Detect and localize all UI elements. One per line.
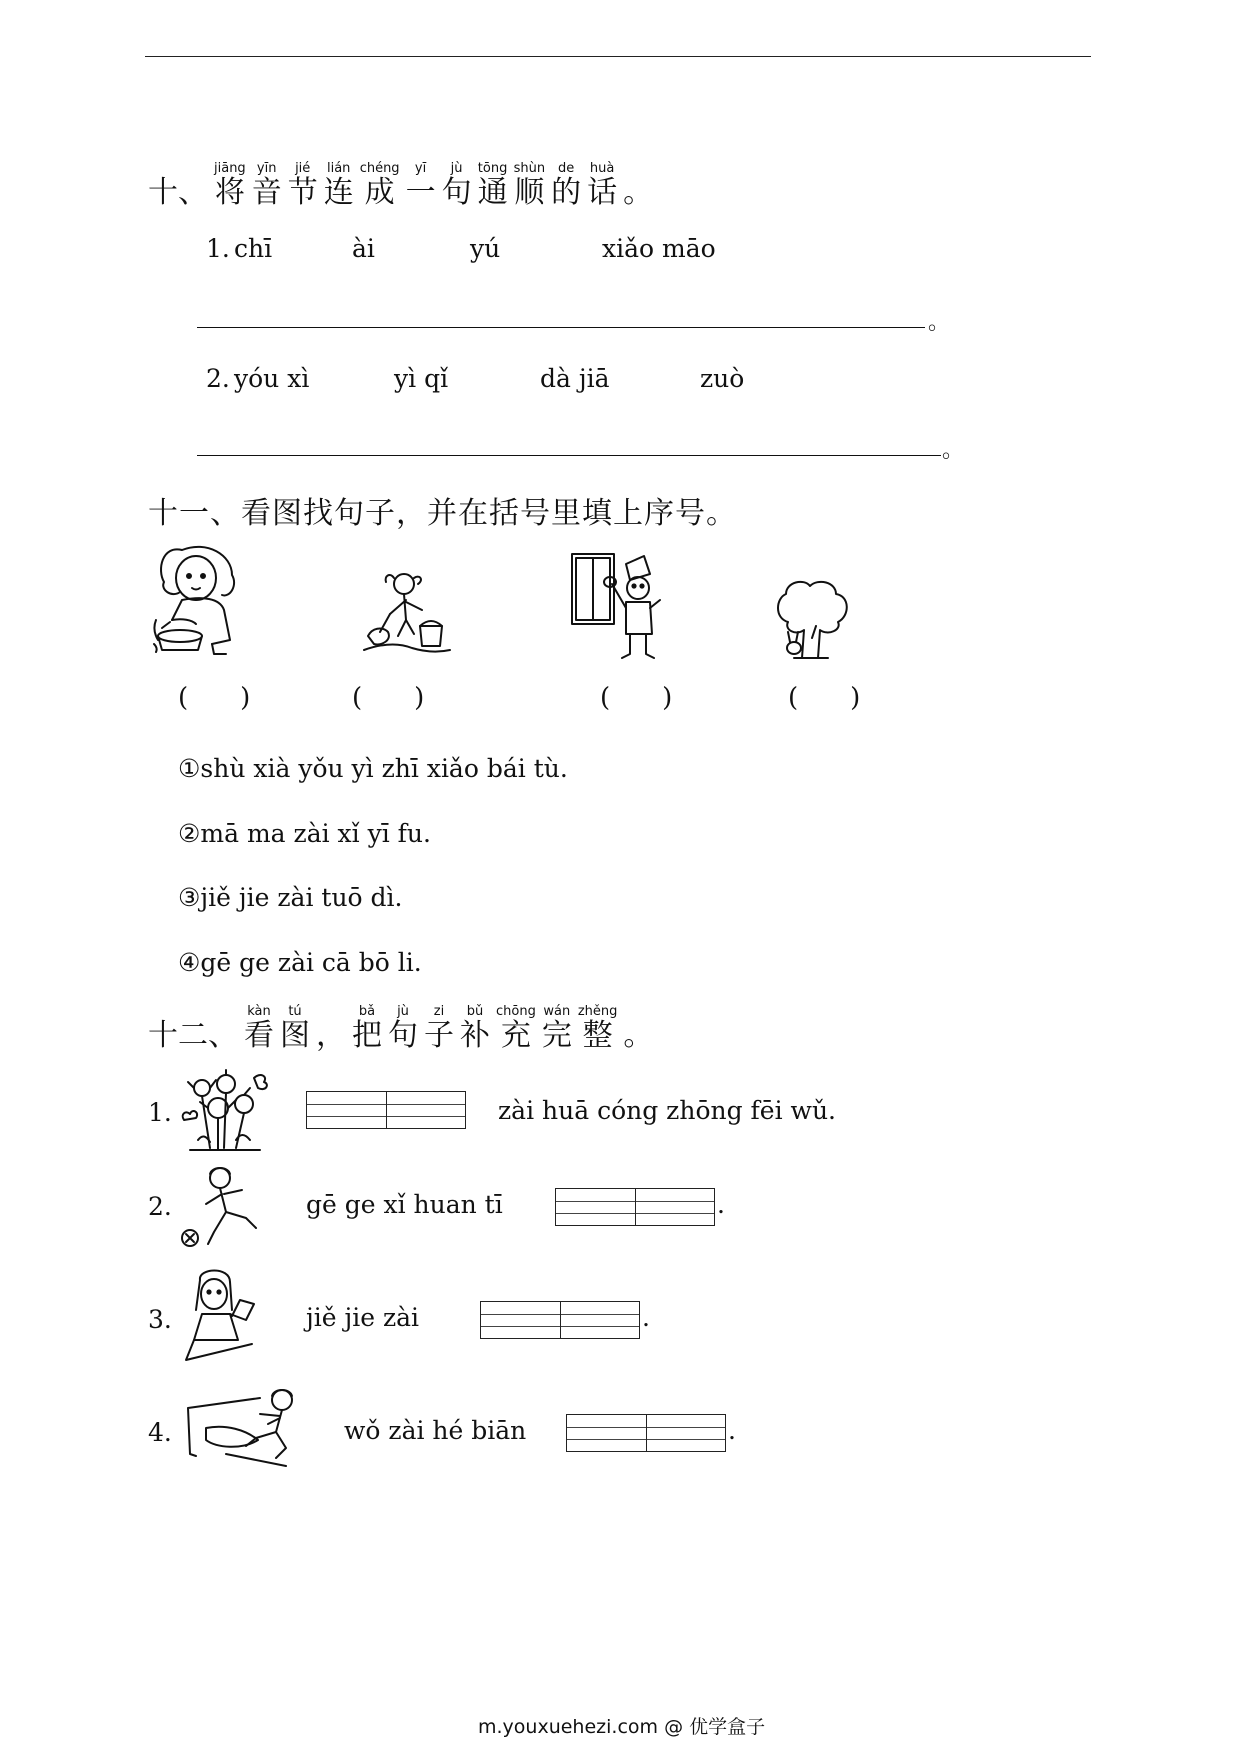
pinyin-annotation: yīn [256,161,277,176]
hanzi-character: 整 [582,1018,613,1053]
answer-paren-1[interactable]: ( ) [178,683,251,713]
hanzi-character: 充 [500,1018,531,1053]
boy-window-picture [568,550,668,665]
pinyin-annotation: chéng [359,161,400,176]
pinyin-annotation: chōng [496,1004,536,1019]
pinyin-annotation: tōng [477,161,508,176]
title-char [280,1005,310,1053]
pinyin-annotation: yī [414,161,427,176]
hanzi-character: 节 [287,175,318,210]
section-10-title [148,162,659,210]
hanzi-character: ， [316,1018,346,1053]
title-char [244,1005,274,1053]
hanzi-character: 一 [405,175,436,210]
title-char [496,1005,536,1053]
title-char [214,162,246,210]
hanzi-character: 把 [352,1018,382,1053]
pinyin-annotation: jù [397,1004,409,1019]
title-char [388,1005,418,1053]
title-char [514,162,546,210]
item-4-text-after: . [728,1416,736,1445]
pinyin-annotation: zi [433,1004,445,1019]
hanzi-character: 补 [460,1018,490,1053]
hanzi-character: 子 [424,1018,454,1053]
hanzi-character: 句 [441,175,472,210]
pinyin-annotation: lián [326,161,351,176]
item-3-text-after: . [642,1303,650,1332]
hanzi-character: 连 [323,175,354,210]
boy-football-picture [178,1164,268,1248]
footer-source: m.youxuehezi.com @ 优学盒子 [478,1716,766,1738]
girl-reading-picture [182,1270,272,1362]
option-4: ④gē ge zài cā bō li. [178,948,422,977]
section-10-number: 十、 [148,175,208,210]
butterflies-flowers-picture [180,1070,270,1154]
section-11-title: 十一、看图找句子，并在括号里填上序号。 [148,496,737,531]
option-2: ②mā ma zài xǐ yī fu. [178,819,431,848]
hanzi-character: 话 [587,175,618,210]
hanzi-character: 完 [541,1018,572,1053]
q10-1-word-3: yú [470,234,501,263]
title-char [252,162,282,210]
pinyin-annotation: shùn [513,161,546,176]
answer-paren-2[interactable]: ( ) [352,683,425,713]
q10-2-word-2: yì qǐ [394,364,449,393]
hanzi-character: 通 [477,175,508,210]
boy-fishing-picture [186,1384,306,1470]
q10-1-number: 1. [206,234,230,263]
title-char [352,1005,382,1053]
pinyin-annotation: kàn [247,1004,271,1019]
pinyin-annotation: wán [543,1004,571,1019]
title-char [587,162,617,210]
pinyin-annotation: de [557,161,575,176]
title-char [542,1005,572,1053]
girl-mopping-picture [362,570,452,660]
title-char [551,162,581,210]
item-4-number: 4. [148,1418,172,1447]
item-3-text-before: jiě jie zài [306,1303,420,1332]
section-12-title [148,1005,659,1053]
hanzi-character: 的 [551,175,582,210]
hanzi-character: 成 [364,175,395,210]
hanzi-character: 音 [251,175,282,210]
item-2-text-after: . [717,1190,725,1219]
q10-2-period: 。 [942,438,965,463]
item-4-text-before: wǒ zài hé biān [344,1416,527,1445]
title-char [460,1005,490,1053]
q10-1-word-4: xiǎo māo [602,234,716,263]
item-3-answer-box[interactable] [480,1301,640,1339]
q10-2-number: 2. [206,364,230,393]
title-char [406,162,436,210]
item-3-number: 3. [148,1305,172,1334]
title-char [578,1005,618,1053]
q10-1-period: 。 [928,310,951,335]
pinyin-annotation: tú [288,1004,302,1019]
section-12-number: 十二、 [148,1018,238,1053]
hanzi-character: 句 [388,1018,418,1053]
section-12-title-end: 。 [623,1018,654,1053]
hanzi-character: 看 [244,1018,274,1053]
q10-2-word-3: dà jiā [540,364,610,393]
answer-paren-3[interactable]: ( ) [600,683,673,713]
q10-2-word-4: zuò [700,364,745,393]
title-char [360,162,400,210]
header-rule [145,56,1091,57]
hanzi-character: 将 [214,175,245,210]
hanzi-character: 顺 [514,175,545,210]
title-char [316,1005,346,1053]
item-2-answer-box[interactable] [555,1188,715,1226]
item-1-text-after: zài huā cóng zhōng fēi wǔ. [498,1096,836,1125]
pinyin-annotation: zhěng [577,1004,618,1019]
section-10-title-end: 。 [623,175,654,210]
item-2-number: 2. [148,1192,172,1221]
pinyin-annotation: jiāng [214,161,246,176]
q10-1-answer-line[interactable] [197,327,925,328]
title-char [424,1005,454,1053]
title-char [478,162,508,210]
q10-1-word-1: chī [234,234,273,263]
rabbit-tree-picture [772,578,852,663]
q10-2-answer-line[interactable] [197,455,941,456]
pinyin-annotation: huà [589,161,615,176]
title-char [324,162,354,210]
title-char [442,162,472,210]
mother-washing-picture [152,540,252,660]
pinyin-annotation: jié [295,161,311,176]
hanzi-character: 图 [280,1018,310,1053]
pinyin-annotation: jù [450,161,463,176]
item-1-answer-box[interactable] [306,1091,466,1129]
pinyin-annotation: bǔ [466,1004,484,1019]
answer-paren-4[interactable]: ( ) [788,683,861,713]
q10-2-word-1: yóu xì [234,364,310,393]
q10-1-word-2: ài [352,234,375,263]
item-4-answer-box[interactable] [566,1414,726,1452]
item-2-text-before: gē ge xǐ huan tī [306,1190,503,1219]
item-1-number: 1. [148,1098,172,1127]
pinyin-annotation: bǎ [358,1004,376,1019]
option-3: ③jiě jie zài tuō dì. [178,883,403,912]
title-char [288,162,318,210]
option-1: ①shù xià yǒu yì zhī xiǎo bái tù. [178,754,568,783]
